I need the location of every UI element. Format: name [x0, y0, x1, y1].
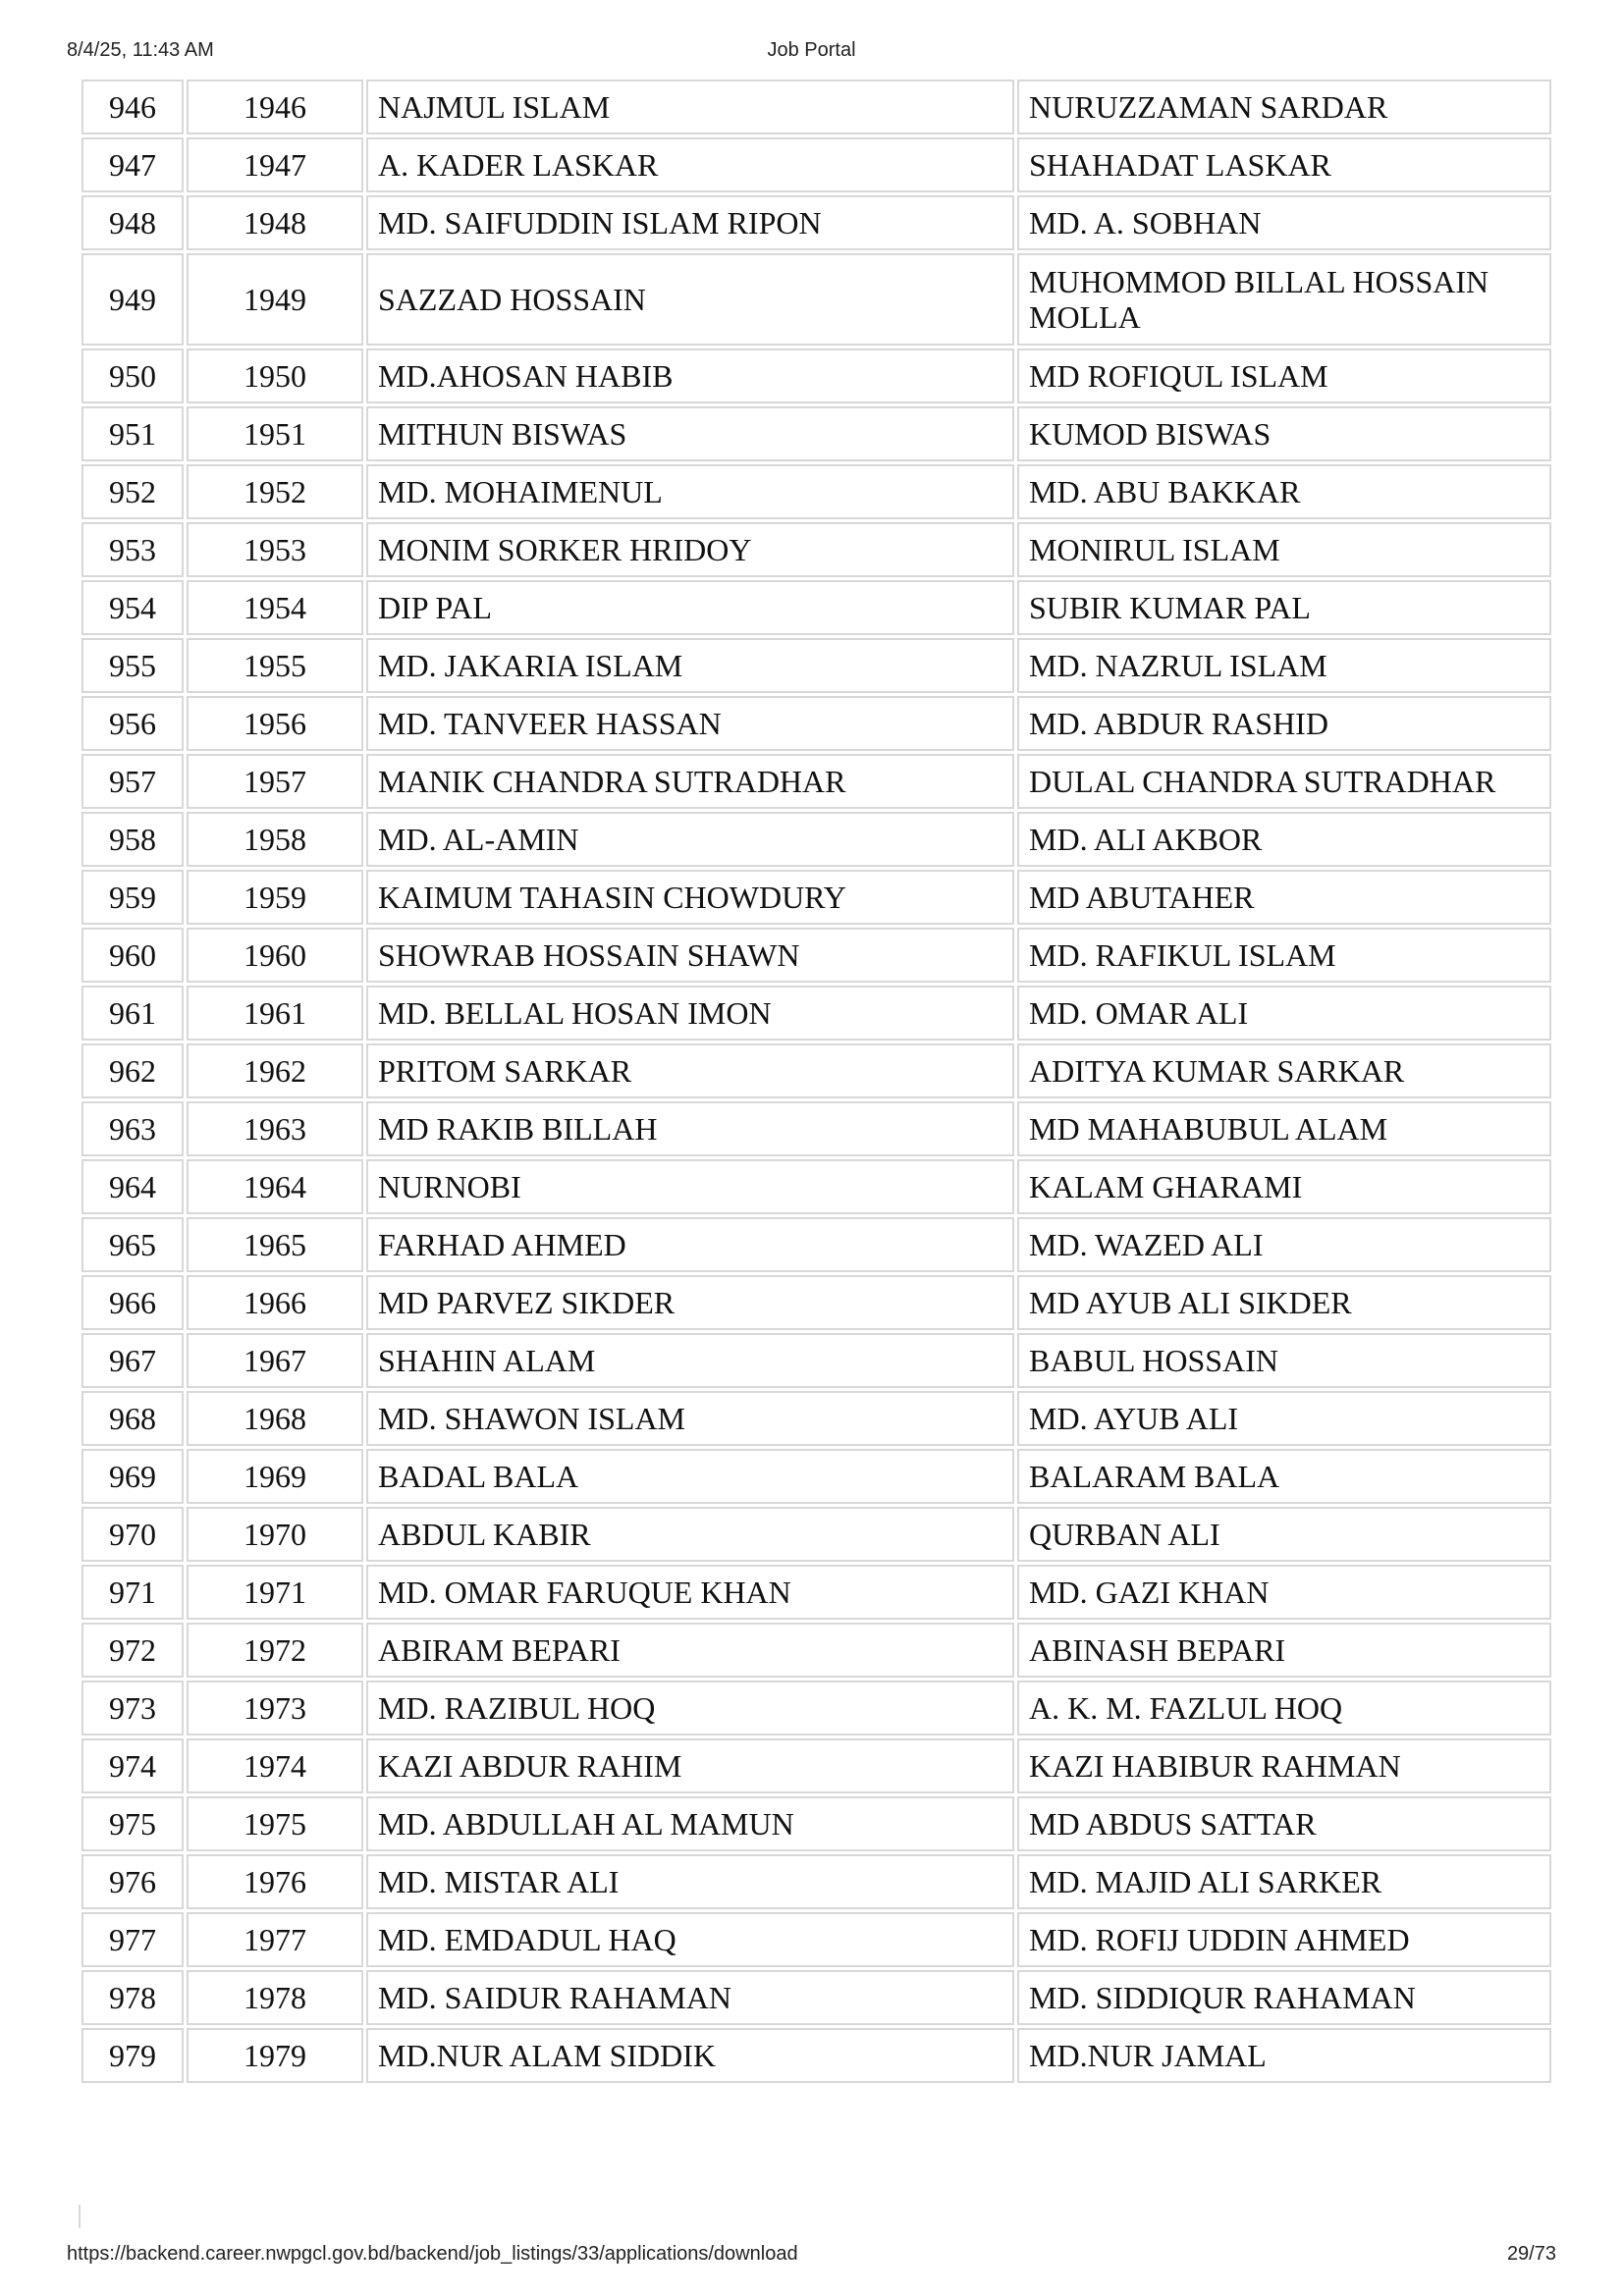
table-row: [81, 928, 1551, 983]
roll-cell: 1960: [187, 928, 363, 983]
page-number: 29/73: [1506, 2243, 1556, 2265]
table-row: [81, 812, 1551, 867]
roll-cell: 1963: [187, 1101, 363, 1156]
applicants-table-body: [81, 80, 1551, 2083]
table-row: [81, 1912, 1551, 1967]
applicant-name-cell: MD.NUR ALAM SIDDIK: [366, 2028, 1014, 2083]
serial-cell: 973: [81, 1681, 184, 1735]
table-row: [81, 137, 1551, 192]
applicant-name-cell: SHAHIN ALAM: [366, 1333, 1014, 1388]
serial-cell: 957: [81, 754, 184, 809]
applicant-name-cell: MD. SHAWON ISLAM: [366, 1391, 1014, 1446]
serial-cell: 948: [81, 195, 184, 250]
table-row: [81, 1449, 1551, 1504]
father-name-cell: MD. ALI AKBOR: [1017, 812, 1551, 867]
father-name-cell: MD. ABDUR RASHID: [1017, 696, 1551, 751]
serial-cell: 979: [81, 2028, 184, 2083]
applicant-name-cell: MD. OMAR FARUQUE KHAN: [366, 1565, 1014, 1620]
applicant-name-cell: MD RAKIB BILLAH: [366, 1101, 1014, 1156]
roll-cell: 1951: [187, 406, 363, 461]
serial-cell: 953: [81, 522, 184, 577]
table-row: [81, 1507, 1551, 1562]
table-row: [81, 754, 1551, 809]
roll-cell: 1978: [187, 1970, 363, 2025]
father-name-cell: MD. ROFIJ UDDIN AHMED: [1017, 1912, 1551, 1967]
father-name-cell: MD ROFIQUL ISLAM: [1017, 348, 1551, 403]
father-name-cell: KUMOD BISWAS: [1017, 406, 1551, 461]
serial-cell: 969: [81, 1449, 184, 1504]
serial-cell: 968: [81, 1391, 184, 1446]
roll-cell: 1972: [187, 1623, 363, 1678]
print-footer: [0, 2243, 1623, 2270]
roll-cell: 1949: [187, 253, 363, 346]
applicant-name-cell: MD. EMDADUL HAQ: [366, 1912, 1014, 1967]
serial-cell: 970: [81, 1507, 184, 1562]
table-row: [81, 580, 1551, 635]
roll-cell: 1962: [187, 1043, 363, 1098]
father-name-cell: QURBAN ALI: [1017, 1507, 1551, 1562]
applicant-name-cell: KAZI ABDUR RAHIM: [366, 1738, 1014, 1793]
serial-cell: 959: [81, 870, 184, 925]
serial-cell: 951: [81, 406, 184, 461]
roll-cell: 1947: [187, 137, 363, 192]
serial-cell: 949: [81, 253, 184, 346]
roll-cell: 1975: [187, 1796, 363, 1851]
serial-cell: 965: [81, 1217, 184, 1272]
roll-cell: 1977: [187, 1912, 363, 1967]
applicants-table: [79, 77, 1554, 2086]
father-name-cell: KALAM GHARAMI: [1017, 1159, 1551, 1214]
father-name-cell: ABINASH BEPARI: [1017, 1623, 1551, 1678]
father-name-cell: MD. ABU BAKKAR: [1017, 464, 1551, 519]
roll-cell: 1968: [187, 1391, 363, 1446]
applicant-name-cell: MD. TANVEER HASSAN: [366, 696, 1014, 751]
roll-cell: 1948: [187, 195, 363, 250]
applicant-name-cell: MD.AHOSAN HABIB: [366, 348, 1014, 403]
applicant-name-cell: SHOWRAB HOSSAIN SHAWN: [366, 928, 1014, 983]
table-row: [81, 406, 1551, 461]
father-name-cell: MD. GAZI KHAN: [1017, 1565, 1551, 1620]
roll-cell: 1954: [187, 580, 363, 635]
applicant-name-cell: MANIK CHANDRA SUTRADHAR: [366, 754, 1014, 809]
roll-cell: 1964: [187, 1159, 363, 1214]
roll-cell: 1979: [187, 2028, 363, 2083]
applicants-table-wrapper: [79, 77, 1554, 2236]
table-row: [81, 1565, 1551, 1620]
table-row: [81, 253, 1551, 346]
father-name-cell: A. K. M. FAZLUL HOQ: [1017, 1681, 1551, 1735]
father-name-cell: KAZI HABIBUR RAHMAN: [1017, 1738, 1551, 1793]
applicant-name-cell: BADAL BALA: [366, 1449, 1014, 1504]
table-row: [81, 2028, 1551, 2083]
father-name-cell: MD. MAJID ALI SARKER: [1017, 1854, 1551, 1909]
applicant-name-cell: NURNOBI: [366, 1159, 1014, 1214]
applicant-name-cell: FARHAD AHMED: [366, 1217, 1014, 1272]
serial-cell: 960: [81, 928, 184, 983]
applicant-name-cell: MD. MOHAIMENUL: [366, 464, 1014, 519]
roll-cell: 1957: [187, 754, 363, 809]
table-row: [81, 696, 1551, 751]
father-name-cell: MD. A. SOBHAN: [1017, 195, 1551, 250]
father-name-cell: ADITYA KUMAR SARKAR: [1017, 1043, 1551, 1098]
page-url: https://backend.career.nwpgcl.gov.bd/backend/job_listings/33/applications/download: [67, 2243, 798, 2265]
applicant-name-cell: MD. SAIFUDDIN ISLAM RIPON: [366, 195, 1014, 250]
father-name-cell: BALARAM BALA: [1017, 1449, 1551, 1504]
roll-cell: 1973: [187, 1681, 363, 1735]
applicant-name-cell: MD. RAZIBUL HOQ: [366, 1681, 1014, 1735]
father-name-cell: MD ABUTAHER: [1017, 870, 1551, 925]
roll-cell: 1961: [187, 986, 363, 1041]
father-name-cell: SHAHADAT LASKAR: [1017, 137, 1551, 192]
roll-cell: 1966: [187, 1275, 363, 1330]
serial-cell: 958: [81, 812, 184, 867]
serial-cell: 977: [81, 1912, 184, 1967]
father-name-cell: MD. SIDDIQUR RAHAMAN: [1017, 1970, 1551, 2025]
applicant-name-cell: MD PARVEZ SIKDER: [366, 1275, 1014, 1330]
serial-cell: 972: [81, 1623, 184, 1678]
table-row: [81, 464, 1551, 519]
table-row: [81, 1333, 1551, 1388]
table-row: [81, 1275, 1551, 1330]
serial-cell: 955: [81, 638, 184, 693]
serial-cell: 978: [81, 1970, 184, 2025]
father-name-cell: NURUZZAMAN SARDAR: [1017, 80, 1551, 134]
serial-cell: 956: [81, 696, 184, 751]
serial-cell: 952: [81, 464, 184, 519]
roll-cell: 1974: [187, 1738, 363, 1793]
father-name-cell: MD. RAFIKUL ISLAM: [1017, 928, 1551, 983]
serial-cell: 971: [81, 1565, 184, 1620]
serial-cell: 975: [81, 1796, 184, 1851]
table-row: [81, 1623, 1551, 1678]
father-name-cell: MD AYUB ALI SIKDER: [1017, 1275, 1551, 1330]
roll-cell: 1946: [187, 80, 363, 134]
table-row: [81, 1159, 1551, 1214]
table-row: [81, 638, 1551, 693]
roll-cell: 1955: [187, 638, 363, 693]
applicant-name-cell: ABDUL KABIR: [366, 1507, 1014, 1562]
serial-cell: 974: [81, 1738, 184, 1793]
roll-cell: 1970: [187, 1507, 363, 1562]
roll-cell: 1959: [187, 870, 363, 925]
serial-cell: 976: [81, 1854, 184, 1909]
roll-cell: 1953: [187, 522, 363, 577]
roll-cell: 1952: [187, 464, 363, 519]
serial-cell: 964: [81, 1159, 184, 1214]
applicant-name-cell: MD. AL-AMIN: [366, 812, 1014, 867]
table-row: [81, 1101, 1551, 1156]
serial-cell: 954: [81, 580, 184, 635]
table-row: [81, 986, 1551, 1041]
table-row: [81, 1043, 1551, 1098]
applicant-name-cell: ABIRAM BEPARI: [366, 1623, 1014, 1678]
roll-cell: 1958: [187, 812, 363, 867]
serial-cell: 967: [81, 1333, 184, 1388]
serial-cell: 962: [81, 1043, 184, 1098]
applicant-name-cell: MITHUN BISWAS: [366, 406, 1014, 461]
applicant-name-cell: DIP PAL: [366, 580, 1014, 635]
table-row: [81, 1391, 1551, 1446]
table-row: [81, 1796, 1551, 1851]
father-name-cell: MUHOMMOD BILLAL HOSSAIN MOLLA: [1017, 253, 1551, 346]
applicant-name-cell: MD. JAKARIA ISLAM: [366, 638, 1014, 693]
applicant-name-cell: MONIM SORKER HRIDOY: [366, 522, 1014, 577]
table-row: [81, 1854, 1551, 1909]
table-row: [81, 80, 1551, 134]
father-name-cell: MD. WAZED ALI: [1017, 1217, 1551, 1272]
roll-cell: 1956: [187, 696, 363, 751]
father-name-cell: MONIRUL ISLAM: [1017, 522, 1551, 577]
father-name-cell: MD.NUR JAMAL: [1017, 2028, 1551, 2083]
table-row: [81, 1738, 1551, 1793]
roll-cell: 1950: [187, 348, 363, 403]
father-name-cell: MD. NAZRUL ISLAM: [1017, 638, 1551, 693]
table-row: [81, 522, 1551, 577]
father-name-cell: MD. OMAR ALI: [1017, 986, 1551, 1041]
roll-cell: 1969: [187, 1449, 363, 1504]
roll-cell: 1967: [187, 1333, 363, 1388]
serial-cell: 947: [81, 137, 184, 192]
applicant-name-cell: NAJMUL ISLAM: [366, 80, 1014, 134]
applicant-name-cell: A. KADER LASKAR: [366, 137, 1014, 192]
father-name-cell: SUBIR KUMAR PAL: [1017, 580, 1551, 635]
applicant-name-cell: MD. ABDULLAH AL MAMUN: [366, 1796, 1014, 1851]
table-row: [81, 348, 1551, 403]
table-row: [81, 870, 1551, 925]
serial-cell: 966: [81, 1275, 184, 1330]
father-name-cell: DULAL CHANDRA SUTRADHAR: [1017, 754, 1551, 809]
serial-cell: 946: [81, 80, 184, 134]
serial-cell: 961: [81, 986, 184, 1041]
print-timestamp: 8/4/25, 11:43 AM: [67, 39, 214, 61]
applicant-name-cell: MD. MISTAR ALI: [366, 1854, 1014, 1909]
applicant-name-cell: SAZZAD HOSSAIN: [366, 253, 1014, 346]
table-border-fragment: [79, 2205, 81, 2228]
father-name-cell: MD. AYUB ALI: [1017, 1391, 1551, 1446]
father-name-cell: MD ABDUS SATTAR: [1017, 1796, 1551, 1851]
applicant-name-cell: MD. BELLAL HOSAN IMON: [366, 986, 1014, 1041]
serial-cell: 950: [81, 348, 184, 403]
serial-cell: 963: [81, 1101, 184, 1156]
table-row: [81, 1970, 1551, 2025]
print-header: [0, 39, 1623, 67]
roll-cell: 1976: [187, 1854, 363, 1909]
page-title: Job Portal: [767, 39, 856, 61]
applicant-name-cell: KAIMUM TAHASIN CHOWDURY: [366, 870, 1014, 925]
table-row: [81, 1217, 1551, 1272]
applicant-name-cell: MD. SAIDUR RAHAMAN: [366, 1970, 1014, 2025]
roll-cell: 1971: [187, 1565, 363, 1620]
father-name-cell: MD MAHABUBUL ALAM: [1017, 1101, 1551, 1156]
table-row: [81, 195, 1551, 250]
applicant-name-cell: PRITOM SARKAR: [366, 1043, 1014, 1098]
roll-cell: 1965: [187, 1217, 363, 1272]
table-row: [81, 1681, 1551, 1735]
father-name-cell: BABUL HOSSAIN: [1017, 1333, 1551, 1388]
